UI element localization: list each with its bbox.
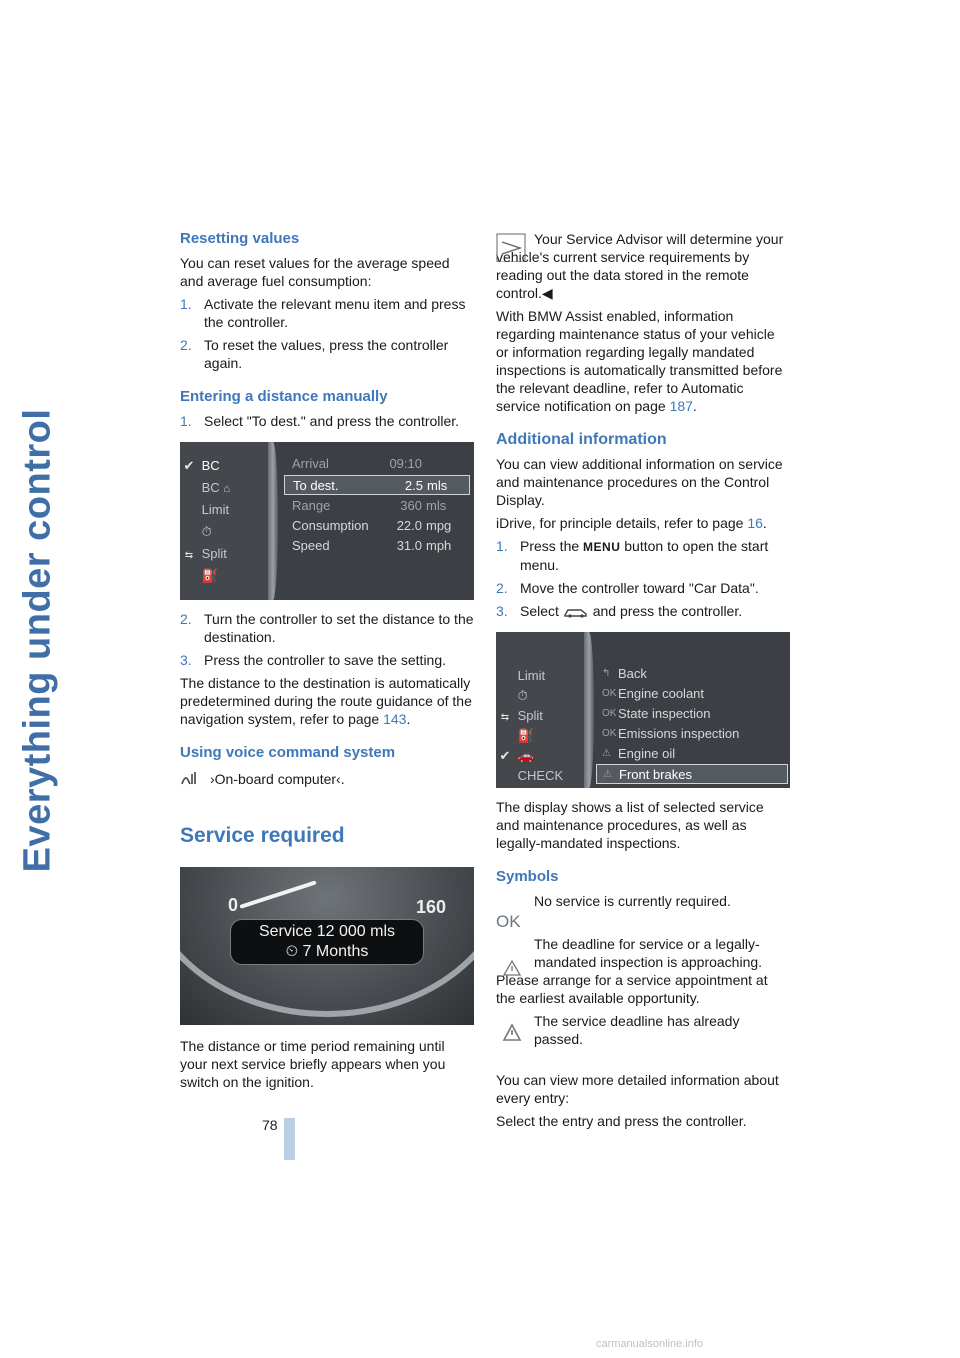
page-link-16[interactable]: 16 — [747, 515, 763, 531]
back-arrow-icon: ↰ — [602, 668, 611, 679]
symbol-warning-passed — [496, 1012, 790, 1067]
row-label: Consumption — [292, 518, 369, 533]
service-row-back[interactable] — [596, 664, 788, 684]
step-text-part: Select — [520, 603, 563, 619]
step-number: 1. — [180, 413, 192, 429]
service-row-front-brakes[interactable] — [596, 764, 788, 784]
screen-menu-item-car-data[interactable] — [496, 746, 586, 766]
right-column — [496, 230, 790, 1135]
additional-step-3 — [496, 602, 790, 620]
stopwatch-icon: ⏱ — [517, 688, 528, 703]
screen-menu-item-split[interactable] — [180, 544, 270, 564]
service-display — [230, 919, 424, 965]
service-gauge-image — [180, 867, 474, 1025]
row-unit: mls — [426, 498, 447, 513]
step-text: Activate the relevant menu item and press the controller. — [204, 296, 466, 330]
step-text-part: Press the — [520, 538, 584, 554]
row-label: Back — [618, 666, 647, 681]
bc-settings-icon: ⌂ — [223, 483, 230, 495]
screen-menu-item-service[interactable] — [180, 566, 270, 586]
paragraph-text: . — [692, 398, 697, 414]
row-value: 2.5 — [404, 478, 423, 493]
screen-menu-item-check[interactable] — [496, 766, 586, 786]
screen-menu-item-split[interactable] — [496, 706, 586, 726]
resetting-intro: You can reset values for the average speed and average fuel consumption: — [180, 255, 450, 289]
bc-row-arrival[interactable] — [284, 454, 470, 474]
page-link-143[interactable]: 143 — [383, 711, 407, 727]
row-unit: mph — [426, 538, 452, 553]
bc-row-speed[interactable] — [284, 536, 470, 556]
menu-label: Split — [201, 546, 227, 561]
row-label: Engine coolant — [618, 686, 705, 701]
menu-label: Split — [517, 708, 543, 723]
warning-triangle-icon — [496, 949, 532, 983]
step-text: Select "To dest." and press the controller. — [204, 413, 460, 429]
row-value: 09:10 — [389, 456, 422, 471]
oil-can-icon: ⛽ — [201, 568, 218, 583]
voice-command-line — [180, 768, 474, 789]
voice-command-icon — [180, 768, 210, 789]
chapter-title-text: Everything under control — [16, 408, 59, 872]
warning-approaching-text: The deadline for service or a legally-mandated inspection is approaching. — [534, 936, 763, 970]
ok-status-icon: OK — [602, 708, 617, 719]
warning-triangle-icon: ⚠ — [603, 769, 612, 780]
page-link-187[interactable]: 187 — [669, 398, 693, 414]
heading-additional-information: Additional information — [496, 431, 667, 448]
step-number: 2. — [496, 580, 508, 596]
bc-row-consumption[interactable] — [284, 516, 470, 536]
paragraph-text: . — [762, 515, 767, 531]
screen-menu-item-timer[interactable] — [496, 686, 586, 706]
step-number: 3. — [180, 652, 192, 668]
menu-divider — [584, 632, 594, 788]
row-label: Engine oil — [618, 746, 676, 761]
service-list-screen — [496, 632, 790, 788]
bmw-assist-paragraph — [496, 307, 790, 415]
route-guidance-paragraph — [180, 674, 474, 728]
symbols-para-2: Select the entry and press the controller. — [496, 1113, 747, 1129]
row-unit: mls — [427, 478, 448, 493]
step-text: Press the controller to save the setting. — [204, 652, 447, 668]
step-text-part: button to open the start menu. — [520, 538, 769, 573]
warning-approaching-text-2: Please arrange for a service appointment at the earliest available opportunity. — [496, 972, 768, 1006]
page-number-bar — [284, 1118, 295, 1160]
row-label: State inspection — [618, 706, 711, 721]
screen-menu-item-timer[interactable] — [180, 522, 270, 542]
ok-status-icon: OK — [602, 688, 617, 699]
menu-label: CHECK — [517, 768, 564, 783]
additional-para-1: You can view additional information on service and maintenance procedures on the Control Display. — [496, 456, 783, 508]
warning-triangle-passed-icon — [496, 1016, 532, 1050]
paragraph-text: . — [406, 711, 411, 727]
row-value: 360 — [400, 498, 422, 513]
car-service-icon — [563, 606, 589, 618]
row-label: Range — [292, 498, 331, 513]
entering-step-2 — [180, 610, 474, 646]
menu-button-icon: MENU — [583, 540, 621, 554]
step-text — [520, 602, 790, 620]
row-label: Emissions inspection — [618, 726, 740, 741]
heading-symbols: Symbols — [496, 868, 559, 885]
service-paragraph: The distance or time period remaining until your next service briefly appears when you switch on the ignition. — [180, 1038, 446, 1090]
row-unit: mpg — [426, 518, 452, 533]
menu-label: Limit — [201, 502, 230, 517]
page-number: 78 — [262, 1117, 278, 1133]
menu-divider — [268, 442, 278, 600]
row-label: To dest. — [293, 478, 339, 493]
additional-para-2: The display shows a list of selected service and maintenance procedures, as well as legally-mandated inspections. — [496, 799, 764, 851]
stopwatch-icon: ⏱ — [201, 524, 212, 539]
row-label: Arrival — [292, 456, 329, 471]
ok-symbol-text: No service is currently required. — [534, 893, 731, 909]
resetting-step-1 — [180, 295, 474, 331]
step-text: Move the controller toward "Car Data". — [520, 580, 759, 596]
warning-triangle-icon: ⚠ — [602, 748, 611, 759]
entering-step-1 — [180, 412, 474, 430]
paragraph-text: The distance to the destination is automatically predetermined during the route guidance of the navigation system, refer to page — [180, 675, 472, 727]
row-value: 22.0 — [396, 518, 422, 533]
row-value: 31.0 — [396, 538, 422, 553]
service-time-text: ⏲ 7 Months — [285, 943, 369, 960]
split-icon: ⇆ — [500, 712, 510, 723]
step-number: 1. — [180, 296, 192, 312]
step-text: To reset the values, press the controller again. — [204, 337, 449, 371]
screen-menu-item-service[interactable] — [496, 726, 586, 746]
warning-passed-text: The service deadline has already passed. — [534, 1013, 740, 1047]
bc-row-range[interactable] — [284, 496, 470, 516]
row-label: Speed — [292, 538, 330, 553]
step-number: 3. — [496, 603, 508, 619]
note-triangle-icon — [496, 232, 526, 262]
resetting-step-2 — [180, 336, 474, 372]
ok-status-icon: OK — [602, 728, 617, 739]
gauge-number-160: 160 — [416, 897, 447, 917]
menu-label: Limit — [517, 668, 546, 683]
oil-can-icon: ⛽ — [517, 728, 534, 743]
step-number: 2. — [180, 611, 192, 627]
entering-step-3 — [180, 651, 474, 669]
screen-menu-item-bc[interactable] — [180, 456, 270, 476]
screen-menu-item-limit[interactable] — [496, 666, 586, 686]
note-service-advisor — [496, 230, 790, 302]
step-number: 2. — [180, 337, 192, 353]
heading-voice-command: Using voice command system — [180, 744, 396, 761]
split-icon: ⇆ — [184, 550, 194, 561]
step-number: 1. — [496, 538, 508, 554]
additional-step-1 — [496, 537, 790, 574]
paragraph-text: With BMW Assist enabled, information regarding maintenance status of your vehicle or information regarding legally mandated inspections is automatically transmitted before the relevant deadline, refer to Automatic service notification on page — [496, 308, 783, 414]
voice-command-text: ›On-board computer‹. — [210, 770, 345, 787]
service-row-engine-coolant[interactable] — [596, 684, 788, 704]
menu-label: BC — [201, 480, 220, 495]
service-row-state-inspection[interactable] — [596, 704, 788, 724]
screen-menu-item-bc-settings[interactable] — [180, 478, 270, 498]
left-column — [180, 230, 474, 1096]
gauge-number-0: 0 — [228, 895, 239, 915]
service-row-engine-oil[interactable] — [596, 744, 788, 764]
heading-entering-distance: Entering a distance manually — [180, 388, 388, 405]
chapter-side-title — [8, 230, 68, 1050]
paragraph-text: iDrive, for principle details, refer to page — [496, 515, 748, 531]
watermark: carmanualsonline.info — [596, 1338, 704, 1350]
step-text: Turn the controller to set the distance to the destination. — [204, 611, 474, 645]
heading-resetting-values: Resetting values — [180, 230, 300, 247]
heading-service-required: Service required — [180, 824, 345, 847]
menu-label: BC — [201, 458, 220, 473]
row-label: Front brakes — [619, 767, 692, 782]
service-distance-text: Service 12 000 mls — [258, 923, 396, 940]
onboard-computer-screen — [180, 442, 474, 600]
idrive-paragraph — [496, 514, 790, 532]
symbol-ok — [496, 892, 790, 931]
screen-menu-item-limit[interactable] — [180, 500, 270, 520]
note-text: Your Service Advisor will determine your vehicle's current service requirements by reading out the data stored in the remote control.◀ — [496, 231, 784, 301]
check-icon: ✔ — [183, 458, 195, 473]
ok-symbol-icon: OK — [496, 912, 521, 931]
check-icon: ✔ — [499, 748, 511, 763]
symbol-warning-approaching — [496, 935, 790, 1007]
additional-step-2 — [496, 579, 790, 597]
step-text — [520, 537, 790, 574]
step-text-part: and press the controller. — [588, 603, 743, 619]
service-row-emissions-inspection[interactable] — [596, 724, 788, 744]
bc-row-to-dest[interactable] — [284, 475, 470, 495]
symbols-para-1: You can view more detailed information about every entry: — [496, 1072, 779, 1106]
car-icon: 🚗 — [517, 748, 534, 763]
